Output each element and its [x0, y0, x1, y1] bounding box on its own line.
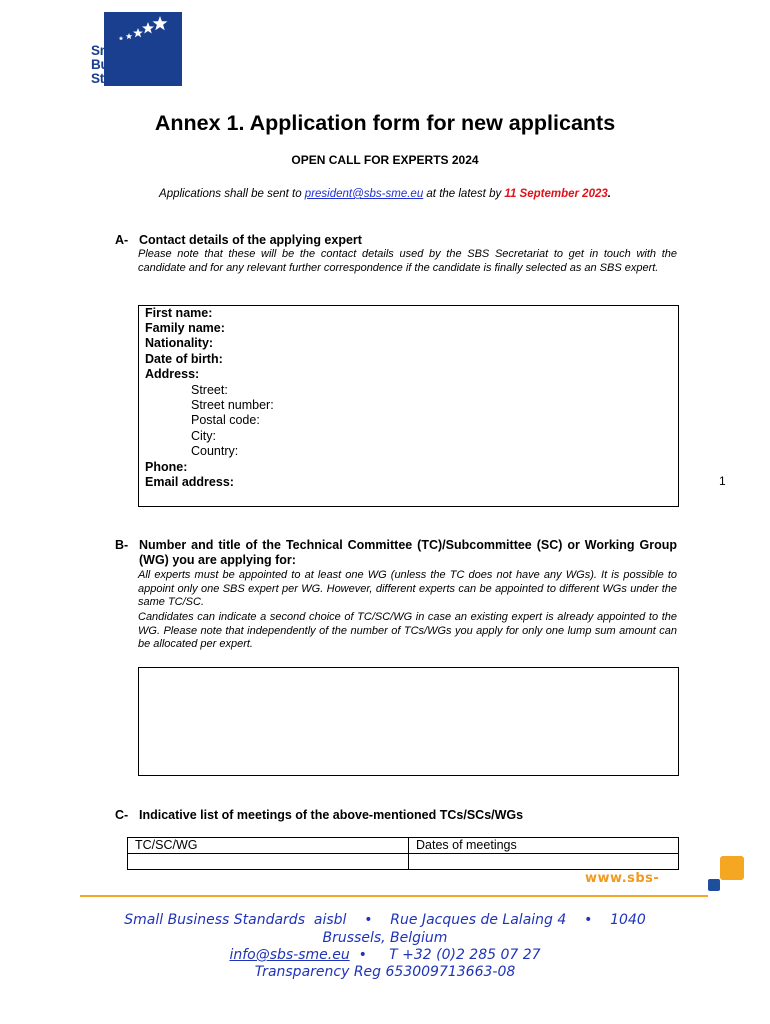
- table-cell-empty[interactable]: [409, 854, 679, 870]
- section-a-heading: Contact details of the applying expert: [139, 233, 362, 247]
- logo-text-standards: Standards: [91, 71, 155, 86]
- logo-text-business: Business: [91, 57, 149, 72]
- table-header-tcscwg: TC/SC/WG: [128, 838, 409, 854]
- section-a-letter: A-: [115, 233, 129, 247]
- intro-middle: at the latest by: [423, 188, 505, 200]
- intro-line: [0, 188, 770, 200]
- footer-phone: • T +32 (0)2 285 07 27: [349, 947, 541, 963]
- family-name-label: Family name:: [145, 321, 225, 335]
- meetings-table: [127, 837, 679, 870]
- footer-divider: [80, 895, 708, 897]
- address-label: Address:: [145, 367, 200, 381]
- website-text[interactable]: www.sbs-: [585, 871, 660, 886]
- committee-input-box[interactable]: [138, 667, 679, 776]
- country-label: Country:: [191, 444, 239, 458]
- table-row: [128, 854, 679, 870]
- city-label: City:: [191, 429, 216, 443]
- page-title: Annex 1. Application form for new applicants: [154, 111, 616, 135]
- table-header-dates: Dates of meetings: [409, 838, 679, 854]
- footer-address-line: Small Business Standards aisbl • Rue Jacques de Lalaing 4 • 1040: [124, 912, 646, 928]
- section-b-note-2: Candidates can indicate a second choice of TC/SC/WG in case an existing expert is already appointed to the WG. Please note that independently of the number of TCs/WGs you apply for only one lump sum amount can be allocated per expert.: [138, 611, 677, 650]
- info-email-link[interactable]: info@sbs-sme.eu: [229, 947, 350, 963]
- logo-text-small: Small: [91, 43, 126, 58]
- section-b-note-1: All experts must be appointed to at least one WG (unless the TC does not have any WGs). It is possible to appoint only one SBS expert per WG. However, different experts can be appointed to different WGs under the same TC/SC.: [138, 569, 677, 608]
- section-a-note: Please note that these will be the contact details used by the SBS Secretariat to get in touch with the candidate and for any relevant further correspondence if the candidate is finally selected as an SBS expert.: [138, 248, 677, 274]
- street-label: Street:: [191, 383, 228, 397]
- intro-suffix: .: [607, 188, 611, 200]
- page-number: 1: [719, 474, 726, 488]
- table-header-row: [128, 838, 679, 854]
- date-of-birth-label: Date of birth:: [145, 352, 223, 366]
- footer-transparency-line: Transparency Reg 653009713663-08: [254, 964, 516, 980]
- nationality-label: Nationality:: [145, 336, 214, 350]
- section-c-letter: C-: [115, 808, 129, 822]
- street-number-label: Street number:: [191, 398, 274, 412]
- footer-city-line: Brussels, Belgium: [322, 930, 448, 946]
- postal-code-label: Postal code:: [191, 413, 260, 427]
- president-email-link[interactable]: president@sbs-sme.eu: [304, 188, 424, 200]
- phone-label: Phone:: [145, 460, 188, 474]
- table-cell-empty[interactable]: [128, 854, 409, 870]
- email-address-label: Email address:: [145, 475, 234, 489]
- intro-prefix: Applications shall be sent to: [159, 188, 305, 200]
- page-subtitle: OPEN CALL FOR EXPERTS 2024: [291, 153, 479, 167]
- deadline-date: 11 September 2023: [504, 188, 608, 200]
- section-c-heading: Indicative list of meetings of the above-mentioned TCs/SCs/WGs: [139, 808, 524, 822]
- footer-contact-line: [90, 947, 680, 964]
- orange-square-decoration: [720, 856, 744, 880]
- section-b-heading: Number and title of the Technical Committee (TC)/Subcommittee (SC) or Working Group (WG) you are applying for:: [139, 538, 677, 567]
- section-b-letter: B-: [115, 538, 129, 552]
- blue-square-decoration: [708, 879, 720, 891]
- first-name-label: First name:: [145, 306, 213, 320]
